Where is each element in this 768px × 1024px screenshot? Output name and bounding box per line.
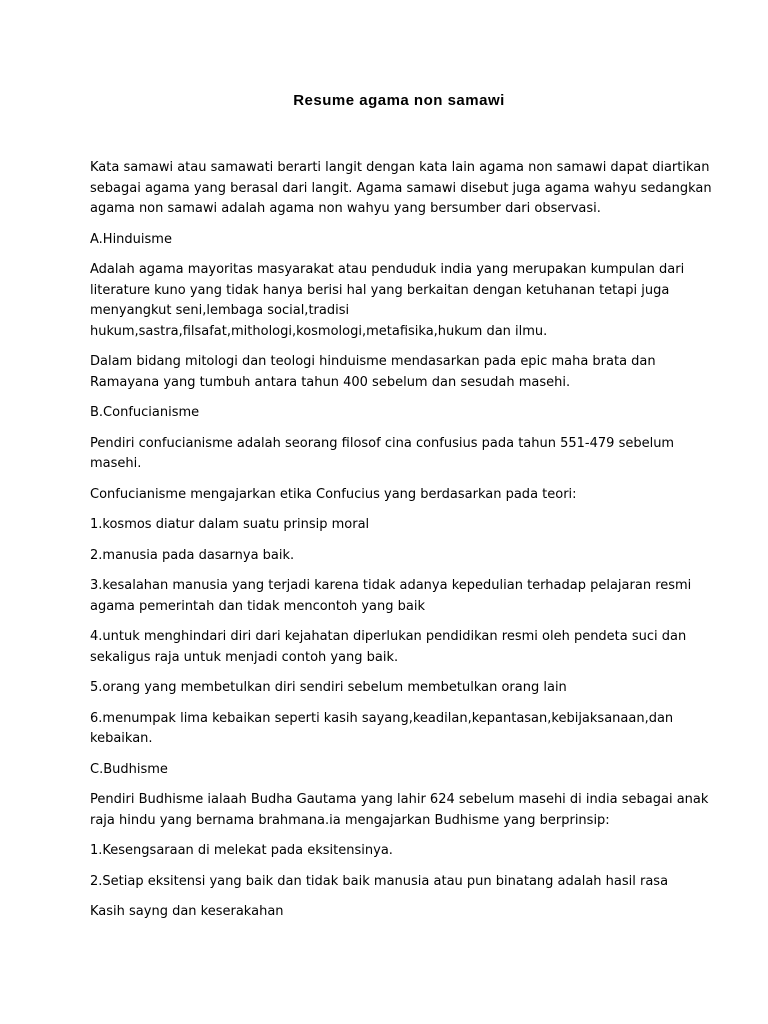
paragraph: [90, 230, 698, 251]
paragraph-line: Kasih sayng dan keserakahan: [90, 904, 284, 919]
paragraph-line: kebaikan.: [90, 731, 153, 746]
paragraph: [90, 678, 698, 699]
paragraph-line: 4.untuk menghindari diri dari kejahatan diperlukan pendidikan resmi oleh pendeta suci dan: [90, 629, 687, 644]
paragraph: [90, 627, 698, 668]
paragraph-line: 5.orang yang membetulkan diri sendiri sebelum membetulkan orang lain: [90, 680, 567, 695]
paragraph: [90, 902, 698, 923]
paragraph: [90, 709, 698, 750]
paragraph-line: agama non samawi adalah agama non wahyu yang bersumber dari observasi.: [90, 201, 601, 216]
document-body: [90, 158, 712, 923]
paragraph: [90, 576, 698, 617]
paragraph-line: agama pemerintah dan tidak mencontoh yang baik: [90, 598, 425, 614]
paragraph-line: 6.menumpak lima kebaikan seperti kasih sayang,keadilan,kepantasan,kebijaksanaan,dan: [90, 710, 674, 726]
paragraph: [90, 760, 698, 781]
paragraph-line: Pendiri Budhisme ialaah Budha Gautama yang lahir 624 sebelum masehi di india sebagai anak: [90, 792, 709, 807]
paragraph: [90, 841, 698, 862]
paragraph-line: sebagai agama yang berasal dari langit. Agama samawi disebut juga agama wahyu sedangkan: [90, 180, 712, 196]
paragraph-line: Kata samawi atau samawati berarti langit dengan kata lain agama non samawi dapat diartikan: [90, 160, 710, 175]
paragraph-line: 2.manusia pada dasarnya baik.: [90, 547, 295, 563]
paragraph-line: Confucianisme mengajarkan etika Confucius yang berdasarkan pada teori:: [90, 486, 577, 502]
paragraph-line: Adalah agama mayoritas masyarakat atau penduduk india yang merupakan kumpulan dari: [90, 262, 685, 277]
paragraph: [90, 790, 709, 831]
paragraph-line: Dalam bidang mitologi dan teologi hinduisme mendasarkan pada epic maha brata dan: [90, 354, 656, 369]
paragraph: [90, 872, 698, 893]
paragraph-line: C.Budhisme: [90, 761, 168, 777]
paragraph: [90, 546, 698, 567]
paragraph: [90, 434, 698, 475]
paragraph: [90, 403, 698, 424]
paragraph-line: masehi.: [90, 456, 142, 471]
paragraph: [90, 515, 698, 536]
paragraph-line: Ramayana yang tumbuh antara tahun 400 sebelum dan sesudah masehi.: [90, 374, 571, 390]
paragraph: [90, 158, 712, 220]
paragraph: [90, 352, 698, 393]
document-title: Resume agama non samawi: [293, 92, 505, 109]
paragraph-line: 1.Kesengsaraan di melekat pada eksitensinya.: [90, 843, 393, 858]
paragraph-line: Pendiri confucianisme adalah seorang filosof cina confusius pada tahun 551-479 sebelum: [90, 435, 675, 451]
paragraph: [90, 485, 698, 506]
paragraph-line: A.Hinduisme: [90, 231, 172, 247]
paragraph-line: 1.kosmos diatur dalam suatu prinsip moral: [90, 517, 370, 532]
paragraph: [90, 260, 698, 342]
paragraph-line: raja hindu yang bernama brahmana.ia mengajarkan Budhisme yang berprinsip:: [90, 812, 610, 828]
paragraph-line: 2.Setiap eksitensi yang baik dan tidak baik manusia atau pun binatang adalah hasil rasa: [90, 873, 669, 889]
paragraph-line: menyangkut seni,lembaga social,tradisi: [90, 303, 350, 318]
paragraph-line: 3.kesalahan manusia yang terjadi karena tidak adanya kepedulian terhadap pelajaran resmi: [90, 578, 692, 593]
paragraph-line: literature kuno yang tidak hanya berisi hal yang berkaitan dengan ketuhanan tetapi juga: [90, 282, 670, 298]
paragraph-line: hukum,sastra,filsafat,mithologi,kosmologi,metafisika,hukum dan ilmu.: [90, 323, 548, 339]
paragraph-line: B.Confucianisme: [90, 405, 200, 420]
paragraph-line: sekaligus raja untuk menjadi contoh yang baik.: [90, 649, 399, 665]
